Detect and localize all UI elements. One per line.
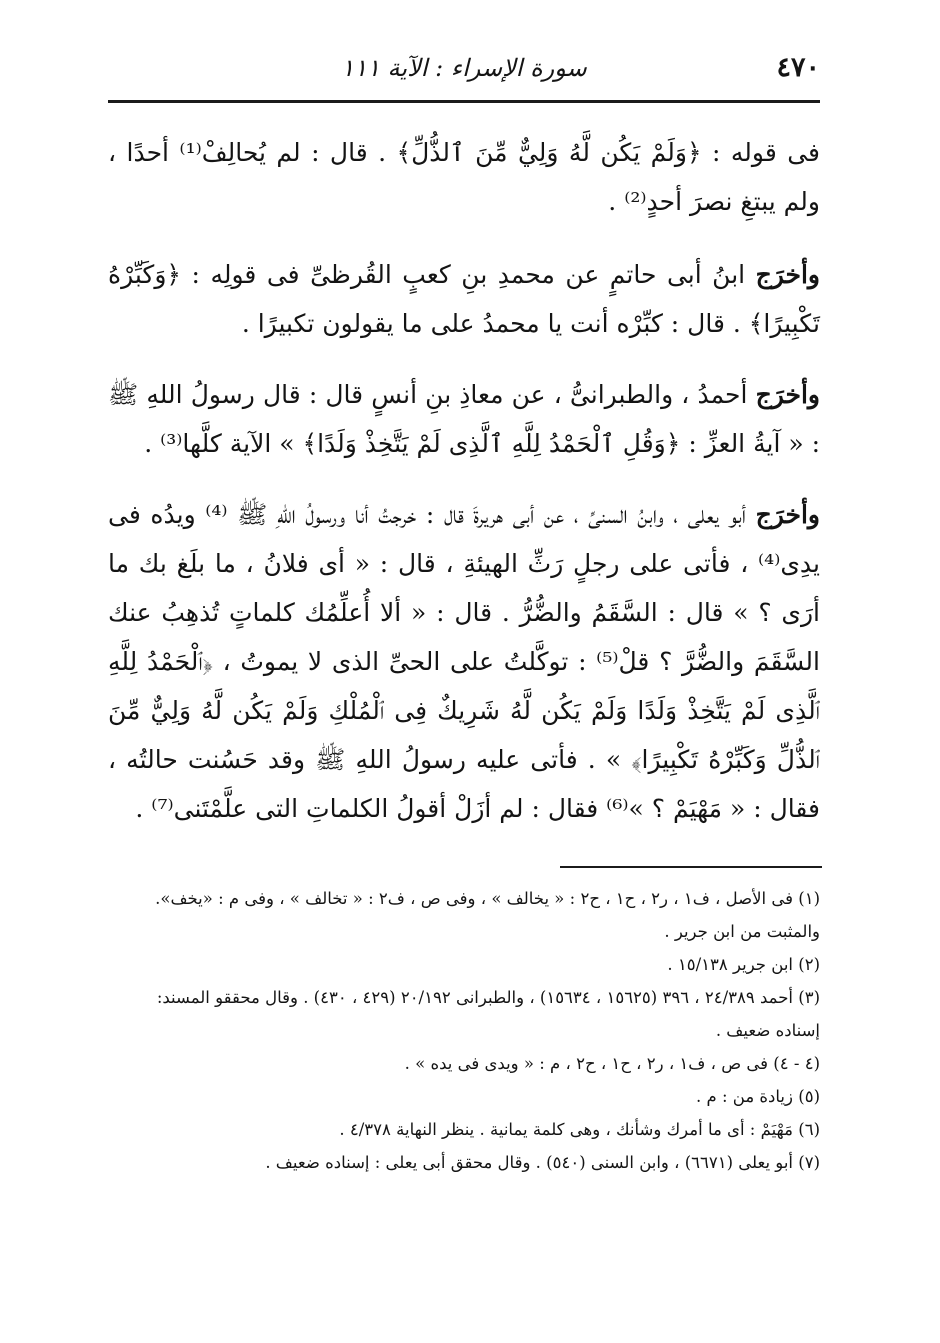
footnote-5: (٥) زيادة من : م . [696, 1087, 820, 1106]
footnote-1: (١) فى الأصل ، ف١ ، ر٢ ، ح١ ، ح٢ : « يخالف » ، وفى ص ، ف٢ : « تخالف » ، وفى م : «يخف». والمثبت من ابن جرير . [155, 889, 820, 941]
paragraph-lead: وأخرَج [755, 380, 820, 409]
paragraph-text: أبو يعلى ، وابنُ السنىِّ ، عن أبى هريرةَ قال : خرجتُ أنا ورسولُ اللهِ ﷺ ⁽⁴⁾ ويدُه فى يدِى⁽⁴⁾ ، فأتى على رجلٍ رَثِّ الهيئةِ ، قال : « أى فلانُ ، ما بلَغ بك ما أرَى ؟ » قال : السَّقَمُ والضُّرُّ . قال : « ألا أُعلِّمُك كلماتٍ تُذهِبُ عنك السَّقَمَ والضُّرَّ ؟ قلْ⁽⁵⁾ : توكَّلتُ على الحىِّ الذى لا يموتُ ، ﴿ٱلْحَمْدُ لِلَّهِ ٱلَّذِى لَمْ يَتَّخِذْ وَلَدًا وَلَمْ يَكُن لَّهُ شَرِيكٌ فِى ٱلْمُلْكِ وَلَمْ يَكُن لَّهُ وَلِيٌّ مِّنَ ٱلذُّلِّ وَكَبِّرْهُ تَكْبِيرًا﴾ » . فأتى عليه رسولُ اللهِ ﷺ وقد حَسُنت حالتُه ، فقال : « مَهْيَمْ ؟ »⁽⁶⁾ فقال : لم أزَلْ أقولُ الكلماتِ التى علَّمْتَنى⁽⁷⁾ . [108, 500, 820, 823]
footnote-3: (٣) أحمد ٢٤/٣٨٩ ، ٣٩٦ (١٥٦٢٥ ، ١٥٦٣٤) ، والطبرانى ٢٠/١٩٢ (٤٢٩ ، ٤٣٠) . وقال محققو المسند: إسناده ضعيف . [156, 988, 820, 1040]
main-text [108, 128, 820, 855]
footnote-2: (٢) ابن جرير ١٥/١٣٨ . [667, 955, 820, 974]
page-header [108, 52, 820, 92]
paragraph-4 [108, 490, 820, 833]
paragraph-text: ابنُ أبى حاتمٍ عن محمدِ بنِ كعبٍ القُرظىِّ فى قولِه : ﴿وَكَبِّرْهُ تَكْبِيرًا﴾ . قال : كبِّرْه أنت يا محمدُ على ما يقولون تكبيرًا . [108, 260, 820, 338]
header-rule [108, 100, 820, 103]
footnote-7: (٧) أبو يعلى (٦٦٧١) ، وابن السنى (٥٤٠) . وقال محقق أبى يعلى : إسناده ضعيف . [265, 1153, 820, 1172]
paragraph-text: أحمدُ ، والطبرانىُّ ، عن معاذِ بنِ أنسٍ قال : قال رسولُ اللهِ ﷺ : « آيةُ العزِّ : ﴿وَقُلِ ٱلْحَمْدُ لِلَّهِ ٱلَّذِى لَمْ يَتَّخِذْ وَلَدًا﴾ » الآية كلَّها⁽³⁾ . [108, 380, 820, 458]
paragraph-2 [108, 250, 820, 348]
paragraph-lead: وأخرَج [755, 500, 820, 529]
page-number: ٤٧٠ [776, 52, 820, 83]
footnotes [112, 882, 820, 1179]
paragraph-1: فى قوله : ﴿وَلَمْ يَكُن لَّهُ وَلِيٌّ مِّنَ ٱلذُّلِّ﴾ . قال : لم يُحالِفْ⁽¹⁾ أحدًا ، ولم يبتغِ نصرَ أحدٍ⁽²⁾ . [108, 138, 820, 216]
footnote-6: (٦) مَهْيَمْ : أى ما أمرك وشأنك ، وهى كلمة يمانية . ينظر النهاية ٤/٣٧٨ . [339, 1120, 820, 1139]
footnote-divider [560, 866, 822, 868]
footnote-4: (٤ - ٤) فى ص ، ف١ ، ر٢ ، ح١ ، ح٢ ، م : « ويدى فى يده » . [404, 1054, 820, 1073]
paragraph-3 [108, 370, 820, 468]
paragraph-lead: وأخرَج [755, 260, 820, 289]
running-title: سورة الإسراء : الآية ١١١ [341, 54, 587, 82]
